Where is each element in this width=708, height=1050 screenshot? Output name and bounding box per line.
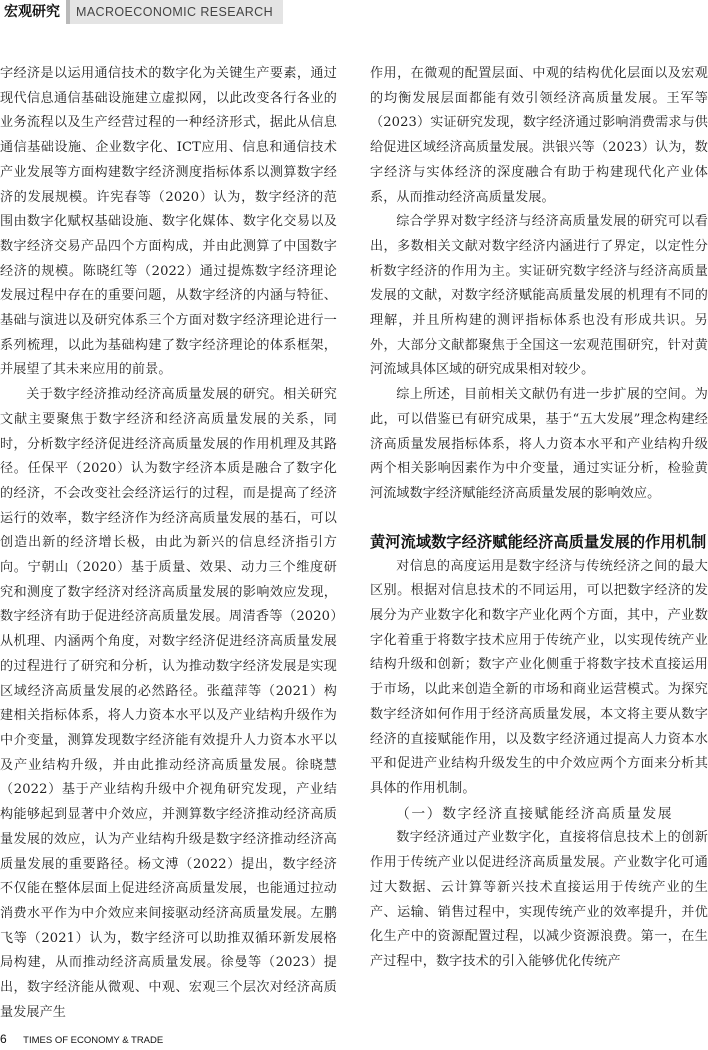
section-title-english: MACROECONOMIC RESEARCH bbox=[70, 0, 283, 24]
paragraph: 对信息的高度运用是数字经济与传统经济之间的最大区别。根据对信息技术的不同运用，可以把数字经济的发展分为产业数字化和数字产业化两个方面，其中，产业数字化着重于将数字技术应用于传统产业，以实现传统产业结构升级和创新；数字产业化侧重于将数字技术直接运用于市场，以此来创造全新的市场和商业运营模式。为探究数字经济如何作用于经济高质量发展，本文将主要从数字经济的直接赋能作用，以及数字经济通过提高人力资本水平和促进产业结构升级发生的中介效应两个方面来分析其具体的作用机制。 bbox=[370, 558, 708, 796]
subsection-heading: （一）数字经济直接赋能经济高质量发展 bbox=[396, 805, 674, 822]
left-column bbox=[0, 62, 337, 1025]
paragraph-continued: 字经济是以运用通信技术的数字化为关键生产要素，通过现代信息通信基础设施建立虚拟网，以此改变各行各业的业务流程以及生产经营过程的一种经济形式，据此从信息通信基础设施、企业数字化、ICT应用、信息和通信技术产业发展等方面构建数字经济测度指标体系以测算数字经济的发展规模。许宪春等（2020）认为，数字经济的范围由数字化赋权基础设施、数字化媒体、数字化交易以及数字经济交易产品四个方面构成，并由此测算了中国数字经济的规模。陈晓红等（2022）通过提炼数字经济理论发展过程中存在的重要问题，从数字经济的内涵与特征、基础与演进以及研究体系三个方面对数字经济理论进行一系列梳理，以此为基础构建了数字经济理论的体系框架，并展望了其未来应用的前景。 bbox=[0, 66, 337, 378]
paragraph-continued: 作用，在微观的配置层面、中观的结构优化层面以及宏观的均衡发展层面都能有效引领经济高质量发展。王军等（2023）实证研究发现，数字经济通过影响消费需求与供给促进区域经济高质量发展。洪银兴等（2023）认为，数字经济与实体经济的深度融合有助于构建现代化产业体系，从而推动经济高质量发展。 bbox=[370, 66, 708, 205]
paragraph: 综上所述，目前相关文献仍有进一步扩展的空间。为此，可以借鉴已有研究成果，基于“五大发展”理念构建经济高质量发展指标体系，将人力资本水平和产业结构升级两个相关影响因素作为中介变量，通过实证分析，检验黄河流域数字经济赋能经济高质量发展的影响效应。 bbox=[370, 387, 708, 501]
right-column bbox=[370, 62, 708, 975]
page-number: 6 bbox=[0, 1032, 7, 1046]
section-title: 宏观研究 bbox=[4, 4, 60, 20]
paragraph: 关于数字经济推动经济高质量发展的研究。相关研究文献主要聚焦于数字经济和经济高质量发展的关系，同时，分析数字经济促进经济高质量发展的作用机理及其路径。任保平（2020）认为数字经济本质是融合了数字化的经济，不会改变社会经济运行的过程，而是提高了经济运行的效率，数字经济作为经济高质量发展的基石，可以创造出新的经济增长极，由此为新兴的信息经济指引方向。宁朝山（2020）基于质量、效果、动力三个维度研究和测度了数字经济对经济高质量发展的影响效应发现，数字经济有助于促进经济高质量发展。周清香等（2020）从机理、内涵两个角度，对数字经济促进经济高质量发展的过程进行了研究和分析，认为推动数字经济发展是实现区域经济高质量发展的必然路径。张蕴萍等（2021）构建相关指标体系，将人力资本水平以及产业结构升级作为中介变量，测算发现数字经济能有效提升人力资本水平以及产业结构升级，并由此推动经济高质量发展。徐晓慧（2022）基于产业结构升级中介视角研究发现，产业结构能够起到显著中介效应，并测算数字经济推动经济高质量发展的效应，认为产业结构升级是数字经济推动经济高质量发展的重要路径。杨文溥（2022）提出，数字经济不仅能在整体层面上促进经济高质量发展，也能通过拉动消费水平作为中介效应来间接驱动经济高质量发展。左鹏飞等（2021）认为，数字经济可以助推双循环新发展格局构建，从而推动经济高质量发展。徐曼等（2023）提出，数字经济能从微观、中观、宏观三个层次对经济高质量发展产生 bbox=[0, 387, 337, 1020]
journal-name: TIMES OF ECONOMY & TRADE bbox=[23, 1035, 164, 1046]
section-heading: 黄河流域数字经济赋能经济高质量发展的作用机制 bbox=[370, 532, 707, 551]
running-header bbox=[0, 0, 283, 24]
paragraph: 数字经济通过产业数字化，直接将信息技术上的创新作用于传统产业以促进经济高质量发展。产业数字化可通过大数据、云计算等新兴技术直接运用于传统产业的生产、运输、销售过程中，实现传统产业的效率提升，并优化生产中的资源配置过程，以减少资源浪费。第一，在生产过程中，数字技术的引入能够优化传统产 bbox=[370, 830, 708, 969]
paragraph: 综合学界对数字经济与经济高质量发展的研究可以看出，多数相关文献对数字经济内涵进行了界定，以定性分析数字经济的作用为主。实证研究数字经济与经济高质量发展的文献，对数字经济赋能高质量发展的机理有不同的理解，并且所构建的测评指标体系也没有形成共识。另外，大部分文献都聚焦于全国这一宏观范围研究，针对黄河流域具体区域的研究成果相对较少。 bbox=[370, 214, 708, 378]
page-footer bbox=[0, 1030, 163, 1048]
